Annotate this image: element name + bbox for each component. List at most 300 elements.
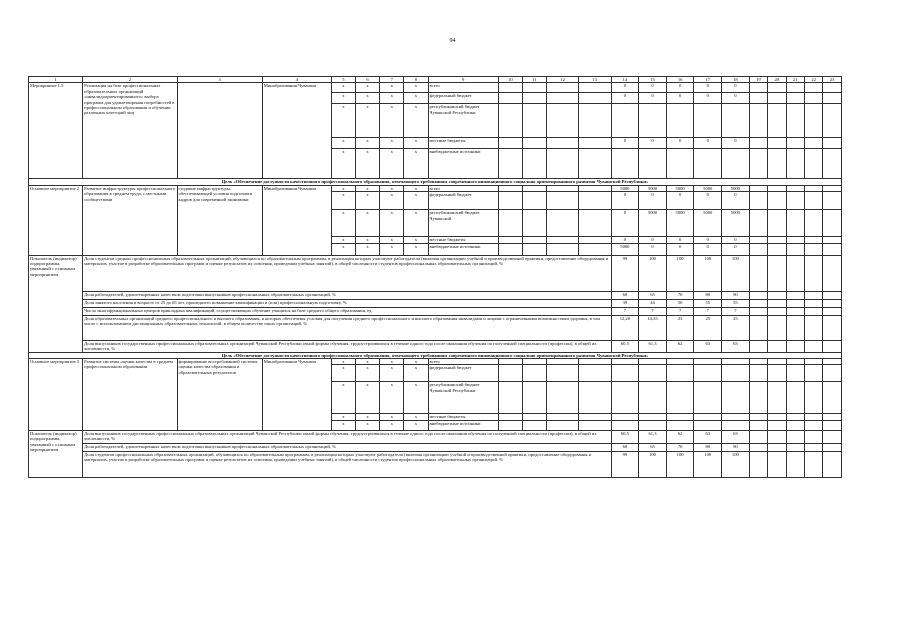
empty-cell bbox=[804, 307, 822, 315]
value-cell: 5000 bbox=[722, 185, 750, 191]
value-cell: 0 bbox=[666, 192, 694, 210]
empty-cell bbox=[749, 443, 767, 451]
empty-cell bbox=[522, 382, 546, 414]
indicator-value: 7 bbox=[694, 307, 722, 315]
empty-cell bbox=[823, 299, 842, 307]
page-number: 94 bbox=[449, 38, 456, 44]
measure-task bbox=[177, 83, 262, 179]
indicator-row bbox=[29, 340, 842, 352]
header-col-10: 10 bbox=[498, 77, 522, 83]
empty-cell bbox=[522, 104, 546, 138]
value-cell: 0 bbox=[666, 237, 694, 243]
indicator-value: 90 bbox=[722, 291, 750, 299]
empty-cell bbox=[804, 420, 822, 430]
empty-cell bbox=[786, 365, 804, 382]
indicator-value: 70 bbox=[666, 291, 694, 299]
funding-source: местные бюджеты bbox=[428, 237, 498, 243]
value-cell: 5000 bbox=[639, 210, 667, 237]
code-x-cell: х bbox=[331, 382, 355, 414]
value-cell: 0 bbox=[722, 138, 750, 149]
indicator-value: 55 bbox=[722, 299, 750, 307]
empty-cell bbox=[498, 365, 522, 382]
empty-cell bbox=[749, 365, 767, 382]
value-cell bbox=[611, 420, 639, 430]
header-col-22: 22 bbox=[804, 77, 822, 83]
empty-cell bbox=[579, 83, 611, 93]
empty-cell bbox=[522, 192, 546, 210]
value-cell: 0 bbox=[639, 237, 667, 243]
funding-source: внебюджетные источники bbox=[428, 243, 498, 255]
value-cell bbox=[694, 365, 722, 382]
empty-cell bbox=[786, 299, 804, 307]
code-x-cell: х bbox=[331, 192, 355, 210]
empty-cell bbox=[768, 315, 786, 340]
empty-cell bbox=[522, 83, 546, 93]
code-x-cell: х bbox=[331, 237, 355, 243]
code-x-cell: х bbox=[380, 83, 404, 93]
indicator-row bbox=[29, 430, 842, 443]
indicator-row bbox=[29, 315, 842, 340]
value-cell bbox=[611, 382, 639, 414]
header-col-11: 11 bbox=[522, 77, 546, 83]
indicator-row bbox=[29, 307, 842, 315]
measure-task: создание инфраструктуры, обеспечивающей условия подготовки кадров для современной экономики bbox=[177, 185, 262, 255]
empty-cell bbox=[786, 382, 804, 414]
empty-cell bbox=[579, 365, 611, 382]
value-cell: 0 bbox=[611, 192, 639, 210]
empty-cell bbox=[547, 243, 579, 255]
empty-cell bbox=[786, 340, 804, 352]
indicator-value: 99 bbox=[611, 451, 639, 477]
value-cell bbox=[722, 149, 750, 179]
header-col-16: 16 bbox=[666, 77, 694, 83]
code-x-cell: х bbox=[404, 210, 428, 237]
empty-cell bbox=[749, 255, 767, 291]
empty-cell bbox=[498, 93, 522, 104]
empty-cell bbox=[823, 291, 842, 299]
empty-cell bbox=[498, 382, 522, 414]
value-cell: 5000 bbox=[611, 185, 639, 191]
value-cell: 0 bbox=[611, 237, 639, 243]
code-x-cell: х bbox=[380, 382, 404, 414]
empty-cell bbox=[804, 255, 822, 291]
code-x-cell: х bbox=[380, 185, 404, 191]
value-cell: 0 bbox=[722, 93, 750, 104]
code-x-cell: х bbox=[355, 149, 379, 179]
value-cell: 5000 bbox=[722, 210, 750, 237]
empty-cell bbox=[823, 138, 842, 149]
value-cell bbox=[694, 420, 722, 430]
code-x-cell: х bbox=[355, 382, 379, 414]
indicator-text: Доля занятого населения в возрасте от 25 до 65 лет, прошедшего повышение квалификации и (или) профессиональную подготовку, % bbox=[83, 299, 611, 307]
funding-source: федеральный бюджет bbox=[428, 365, 498, 382]
empty-cell bbox=[522, 243, 546, 255]
empty-cell bbox=[749, 93, 767, 104]
code-x-cell: х bbox=[404, 83, 428, 93]
code-x-cell: х bbox=[380, 365, 404, 382]
program-table-container bbox=[28, 76, 842, 478]
empty-cell bbox=[547, 382, 579, 414]
header-col-19: 19 bbox=[749, 77, 767, 83]
value-cell: 0 bbox=[639, 243, 667, 255]
funding-source: федеральный бюджет bbox=[428, 93, 498, 104]
empty-cell bbox=[522, 149, 546, 179]
value-cell: 0 bbox=[611, 210, 639, 237]
value-cell: 0 bbox=[722, 83, 750, 93]
empty-cell bbox=[786, 138, 804, 149]
code-x-cell: х bbox=[404, 237, 428, 243]
indicator-value: 63 bbox=[722, 430, 750, 443]
indicator-value: 14,35 bbox=[639, 315, 667, 340]
empty-cell bbox=[804, 291, 822, 299]
empty-cell bbox=[823, 340, 842, 352]
value-cell bbox=[722, 104, 750, 138]
value-cell bbox=[611, 149, 639, 179]
empty-cell bbox=[804, 83, 822, 93]
empty-cell bbox=[804, 430, 822, 443]
empty-cell bbox=[823, 315, 842, 340]
empty-cell bbox=[804, 149, 822, 179]
value-cell: 0 bbox=[694, 83, 722, 93]
empty-cell bbox=[768, 210, 786, 237]
header-col-14: 14 bbox=[611, 77, 639, 83]
empty-cell bbox=[786, 420, 804, 430]
indicator-value: 25 bbox=[694, 315, 722, 340]
code-x-cell: х bbox=[404, 382, 428, 414]
indicator-text: Доля выпускников государственных профессиональных образовательных организаций Чувашской Республики очной формы обучения, трудоустроившихся в течение одного года после окончания обучения по полученной специальности (профессии), в общей их численности, % bbox=[83, 430, 611, 443]
empty-cell bbox=[786, 104, 804, 138]
indicator-value: 63 bbox=[722, 340, 750, 352]
code-x-cell: х bbox=[404, 243, 428, 255]
empty-cell bbox=[823, 365, 842, 382]
empty-cell bbox=[823, 255, 842, 291]
code-x-cell: х bbox=[355, 359, 379, 365]
empty-cell bbox=[804, 365, 822, 382]
empty-cell bbox=[823, 382, 842, 414]
code-x-cell: х bbox=[404, 365, 428, 382]
empty-cell bbox=[804, 443, 822, 451]
measure-name: Основное мероприятие 2 bbox=[29, 185, 83, 255]
code-x-cell: х bbox=[404, 104, 428, 138]
empty-cell bbox=[579, 149, 611, 179]
empty-cell bbox=[522, 420, 546, 430]
measure-name: Мероприятие 1.5 bbox=[29, 83, 83, 179]
empty-cell bbox=[749, 210, 767, 237]
code-x-cell: х bbox=[380, 104, 404, 138]
code-x-cell: х bbox=[380, 243, 404, 255]
indicator-row bbox=[29, 443, 842, 451]
goal-text: Цель «Обеспечение доступности качественного профессионального образования, отвечающего требованиям современного инновационного социально ориентированного развития Чувашской Республики» bbox=[29, 352, 842, 358]
empty-cell bbox=[768, 340, 786, 352]
indicator-value: 90 bbox=[722, 443, 750, 451]
code-x-cell: х bbox=[355, 420, 379, 430]
empty-cell bbox=[498, 138, 522, 149]
code-x-cell: х bbox=[355, 185, 379, 191]
goal-text: Цель «Обеспечение доступности качественного профессионального образования, отвечающего требованиям современного инновационного социально ориентированного развития Чувашской Республики» bbox=[29, 179, 842, 185]
empty-cell bbox=[768, 443, 786, 451]
empty-cell bbox=[749, 307, 767, 315]
empty-cell bbox=[547, 138, 579, 149]
indicator-row bbox=[29, 451, 842, 477]
empty-cell bbox=[749, 149, 767, 179]
empty-cell bbox=[804, 315, 822, 340]
empty-cell bbox=[823, 420, 842, 430]
empty-cell bbox=[804, 104, 822, 138]
code-x-cell: х bbox=[404, 93, 428, 104]
indicator-value: 65 bbox=[639, 443, 667, 451]
indicator-text: Доля студентов профессиональных образовательных организаций, обучающихся по образовательным программам, в реализации которых участвуют работодатели (включая организацию учебной и производственной практики, предоставление оборудования и материалов, участие в разработке образовательных программ и оценке результатов их освоения, проведении учебных занятий), в общей численности студентов профессиональных образовательных организаций, % bbox=[83, 451, 611, 477]
empty-cell bbox=[749, 192, 767, 210]
funding-source: местные бюджеты bbox=[428, 138, 498, 149]
empty-cell bbox=[768, 420, 786, 430]
indicator-text: Число многофункциональных центров прикладных квалификаций, осуществляющих обучение учащихся на базе среднего общего образования, ед. bbox=[83, 307, 611, 315]
value-cell: 0 bbox=[694, 243, 722, 255]
code-x-cell: х bbox=[380, 420, 404, 430]
code-x-cell: х bbox=[355, 138, 379, 149]
empty-cell bbox=[823, 83, 842, 93]
measure-executor: Минобразования Чувашии bbox=[262, 359, 331, 431]
empty-cell bbox=[786, 243, 804, 255]
value-cell: 0 bbox=[722, 192, 750, 210]
empty-cell bbox=[579, 138, 611, 149]
code-x-cell: х bbox=[355, 210, 379, 237]
indicator-value: 62 bbox=[666, 430, 694, 443]
empty-cell bbox=[547, 83, 579, 93]
code-x-cell: х bbox=[331, 365, 355, 382]
empty-cell bbox=[579, 210, 611, 237]
indicator-value: 23 bbox=[666, 315, 694, 340]
indicator-value: 70 bbox=[666, 443, 694, 451]
value-cell bbox=[611, 104, 639, 138]
measure-description: Развитие системы оценки качества в среднем профессиональном образовании bbox=[83, 359, 177, 431]
value-cell bbox=[639, 104, 667, 138]
empty-cell bbox=[768, 243, 786, 255]
value-cell: 0 bbox=[694, 237, 722, 243]
header-col-20: 20 bbox=[768, 77, 786, 83]
empty-cell bbox=[579, 104, 611, 138]
indicator-value: 44 bbox=[639, 299, 667, 307]
empty-cell bbox=[768, 299, 786, 307]
indicator-value: 61,3 bbox=[639, 340, 667, 352]
empty-cell bbox=[498, 83, 522, 93]
empty-cell bbox=[768, 451, 786, 477]
value-cell: 0 bbox=[666, 83, 694, 93]
indicator-value: 7 bbox=[639, 307, 667, 315]
indicator-value: 7 bbox=[666, 307, 694, 315]
indicator-value: 12,20 bbox=[611, 315, 639, 340]
code-x-cell: х bbox=[331, 243, 355, 255]
empty-cell bbox=[547, 104, 579, 138]
empty-cell bbox=[768, 255, 786, 291]
code-x-cell: х bbox=[380, 192, 404, 210]
code-x-cell: х bbox=[380, 138, 404, 149]
empty-cell bbox=[749, 83, 767, 93]
empty-cell bbox=[768, 192, 786, 210]
value-cell bbox=[666, 420, 694, 430]
measure-description: Развитие инфраструктуры профессионального образования в среднем труда, с местными сообществами bbox=[83, 185, 177, 255]
value-cell: 0 bbox=[722, 243, 750, 255]
code-x-cell: х bbox=[331, 149, 355, 179]
empty-cell bbox=[547, 365, 579, 382]
empty-cell bbox=[823, 192, 842, 210]
empty-cell bbox=[786, 210, 804, 237]
indicator-value: 100 bbox=[666, 451, 694, 477]
empty-cell bbox=[749, 104, 767, 138]
funding-source: всего bbox=[428, 83, 498, 93]
value-cell bbox=[666, 104, 694, 138]
empty-cell bbox=[547, 149, 579, 179]
code-x-cell: х bbox=[404, 420, 428, 430]
value-cell: 0 bbox=[694, 93, 722, 104]
value-cell bbox=[639, 420, 667, 430]
measure-description: Реализация на базе профессиональных образовательных организаций «инвалидоориентированного» выбора программ для удовлетворения потребностей в профессиональном образовании и обучении различных категорий лиц bbox=[83, 83, 177, 179]
header-col-4: 4 bbox=[262, 77, 331, 83]
code-x-cell: х bbox=[355, 93, 379, 104]
empty-cell bbox=[749, 430, 767, 443]
funding-source: республиканский бюджет Чувашской Республики bbox=[428, 104, 498, 138]
empty-cell bbox=[522, 210, 546, 237]
value-cell: 5000 bbox=[666, 210, 694, 237]
value-cell: 5000 bbox=[694, 185, 722, 191]
indicator-value: 39 bbox=[611, 299, 639, 307]
indicator-value: 100 bbox=[639, 255, 667, 291]
program-table bbox=[28, 76, 842, 478]
value-cell bbox=[694, 104, 722, 138]
funding-source: республиканский бюджет Чувашской bbox=[428, 210, 498, 237]
empty-cell bbox=[749, 138, 767, 149]
value-cell bbox=[722, 420, 750, 430]
empty-cell bbox=[579, 382, 611, 414]
code-x-cell: х bbox=[380, 93, 404, 104]
empty-cell bbox=[749, 315, 767, 340]
code-x-cell: х bbox=[331, 210, 355, 237]
empty-cell bbox=[786, 291, 804, 299]
code-x-cell: х bbox=[404, 149, 428, 179]
measure-task: формирование востребованной системы оценки качества образования и образовательных результатов bbox=[177, 359, 262, 431]
value-cell bbox=[694, 382, 722, 414]
indicator-value: 60 bbox=[611, 443, 639, 451]
empty-cell bbox=[804, 210, 822, 237]
empty-cell bbox=[749, 299, 767, 307]
indicator-value: 60,5 bbox=[611, 340, 639, 352]
code-x-cell: х bbox=[331, 104, 355, 138]
code-x-cell: х bbox=[355, 237, 379, 243]
indicator-value: 100 bbox=[694, 255, 722, 291]
code-x-cell: х bbox=[355, 243, 379, 255]
indicator-value: 7 bbox=[722, 307, 750, 315]
indicator-label: Показатель (индикатор) подпрограммы, увязанный с основным мероприятием bbox=[29, 430, 83, 477]
empty-cell bbox=[522, 93, 546, 104]
empty-cell bbox=[498, 420, 522, 430]
value-cell: 0 bbox=[611, 138, 639, 149]
empty-cell bbox=[768, 83, 786, 93]
value-cell: 0 bbox=[666, 93, 694, 104]
value-cell bbox=[639, 365, 667, 382]
code-x-cell: х bbox=[355, 365, 379, 382]
code-x-cell: х bbox=[331, 93, 355, 104]
code-x-cell: х bbox=[331, 414, 355, 420]
header-col-23: 23 bbox=[823, 77, 842, 83]
empty-cell bbox=[786, 149, 804, 179]
value-cell bbox=[666, 382, 694, 414]
empty-cell bbox=[768, 365, 786, 382]
value-cell: 0 bbox=[722, 237, 750, 243]
indicator-value: 80 bbox=[694, 291, 722, 299]
empty-cell bbox=[823, 243, 842, 255]
empty-cell bbox=[749, 451, 767, 477]
empty-cell bbox=[804, 138, 822, 149]
value-cell bbox=[722, 382, 750, 414]
indicator-text: Доля выпускников государственных профессиональных образовательных организаций Чувашской Республики очной формы обучения, трудоустроившихся в течение одного года после окончания обучения по полученной специальности (профессии), в общей их численности, % bbox=[83, 340, 611, 352]
empty-cell bbox=[823, 430, 842, 443]
indicator-value: 80 bbox=[694, 443, 722, 451]
code-x-cell: х bbox=[331, 185, 355, 191]
measure-executor: Минобразования Чувашии bbox=[262, 83, 331, 179]
header-col-15: 15 bbox=[639, 77, 667, 83]
empty-cell bbox=[786, 307, 804, 315]
code-x-cell: х bbox=[380, 359, 404, 365]
value-cell: 0 bbox=[639, 83, 667, 93]
empty-cell bbox=[804, 340, 822, 352]
value-cell: 0 bbox=[639, 138, 667, 149]
value-cell bbox=[666, 149, 694, 179]
value-cell: 0 bbox=[666, 243, 694, 255]
code-x-cell: х bbox=[380, 414, 404, 420]
empty-cell bbox=[768, 382, 786, 414]
empty-cell bbox=[749, 340, 767, 352]
code-x-cell: х bbox=[404, 185, 428, 191]
empty-cell bbox=[749, 382, 767, 414]
empty-cell bbox=[768, 104, 786, 138]
empty-cell bbox=[547, 210, 579, 237]
header-col-7: 7 bbox=[380, 77, 404, 83]
indicator-value: 100 bbox=[722, 451, 750, 477]
empty-cell bbox=[786, 93, 804, 104]
empty-cell bbox=[786, 255, 804, 291]
indicator-value: 100 bbox=[639, 451, 667, 477]
indicator-value: 7 bbox=[611, 307, 639, 315]
empty-cell bbox=[786, 83, 804, 93]
code-x-cell: х bbox=[331, 359, 355, 365]
empty-cell bbox=[823, 307, 842, 315]
code-x-cell: х bbox=[331, 83, 355, 93]
indicator-value: 63 bbox=[694, 340, 722, 352]
empty-cell bbox=[522, 365, 546, 382]
empty-cell bbox=[547, 420, 579, 430]
header-col-12: 12 bbox=[547, 77, 579, 83]
empty-cell bbox=[579, 192, 611, 210]
empty-cell bbox=[823, 93, 842, 104]
code-x-cell: х bbox=[331, 420, 355, 430]
header-col-21: 21 bbox=[786, 77, 804, 83]
indicator-label: Показатель (индикатор) подпрограммы, увязанный с основным мероприятием bbox=[29, 255, 83, 352]
header-col-2: 2 bbox=[83, 77, 177, 83]
header-col-17: 17 bbox=[694, 77, 722, 83]
value-cell: 0 bbox=[694, 138, 722, 149]
value-cell bbox=[722, 365, 750, 382]
code-x-cell: х bbox=[404, 414, 428, 420]
indicator-text: Доля работодателей, удовлетворенных качеством подготовки выпускников профессиональных образовательных организаций, % bbox=[83, 443, 611, 451]
empty-cell bbox=[547, 192, 579, 210]
value-cell: 5000 bbox=[694, 210, 722, 237]
empty-cell bbox=[804, 192, 822, 210]
header-col-1: 1 bbox=[29, 77, 83, 83]
indicator-value: 25 bbox=[722, 315, 750, 340]
indicator-value: 100 bbox=[694, 451, 722, 477]
code-x-cell: х bbox=[380, 210, 404, 237]
code-x-cell: х bbox=[380, 237, 404, 243]
indicator-text: Доля студентов средних профессиональных образовательных организаций, обучающихся по образовательным программам, в реализации которых участвуют работодатели (включая организацию учебной и производственной практики, предоставление оборудования и материалов, участие в разработке образовательных программ и оценке результатов их освоения, проведении учебных занятий), в общей численности студентов профессиональных образовательных организаций, % bbox=[83, 255, 611, 291]
